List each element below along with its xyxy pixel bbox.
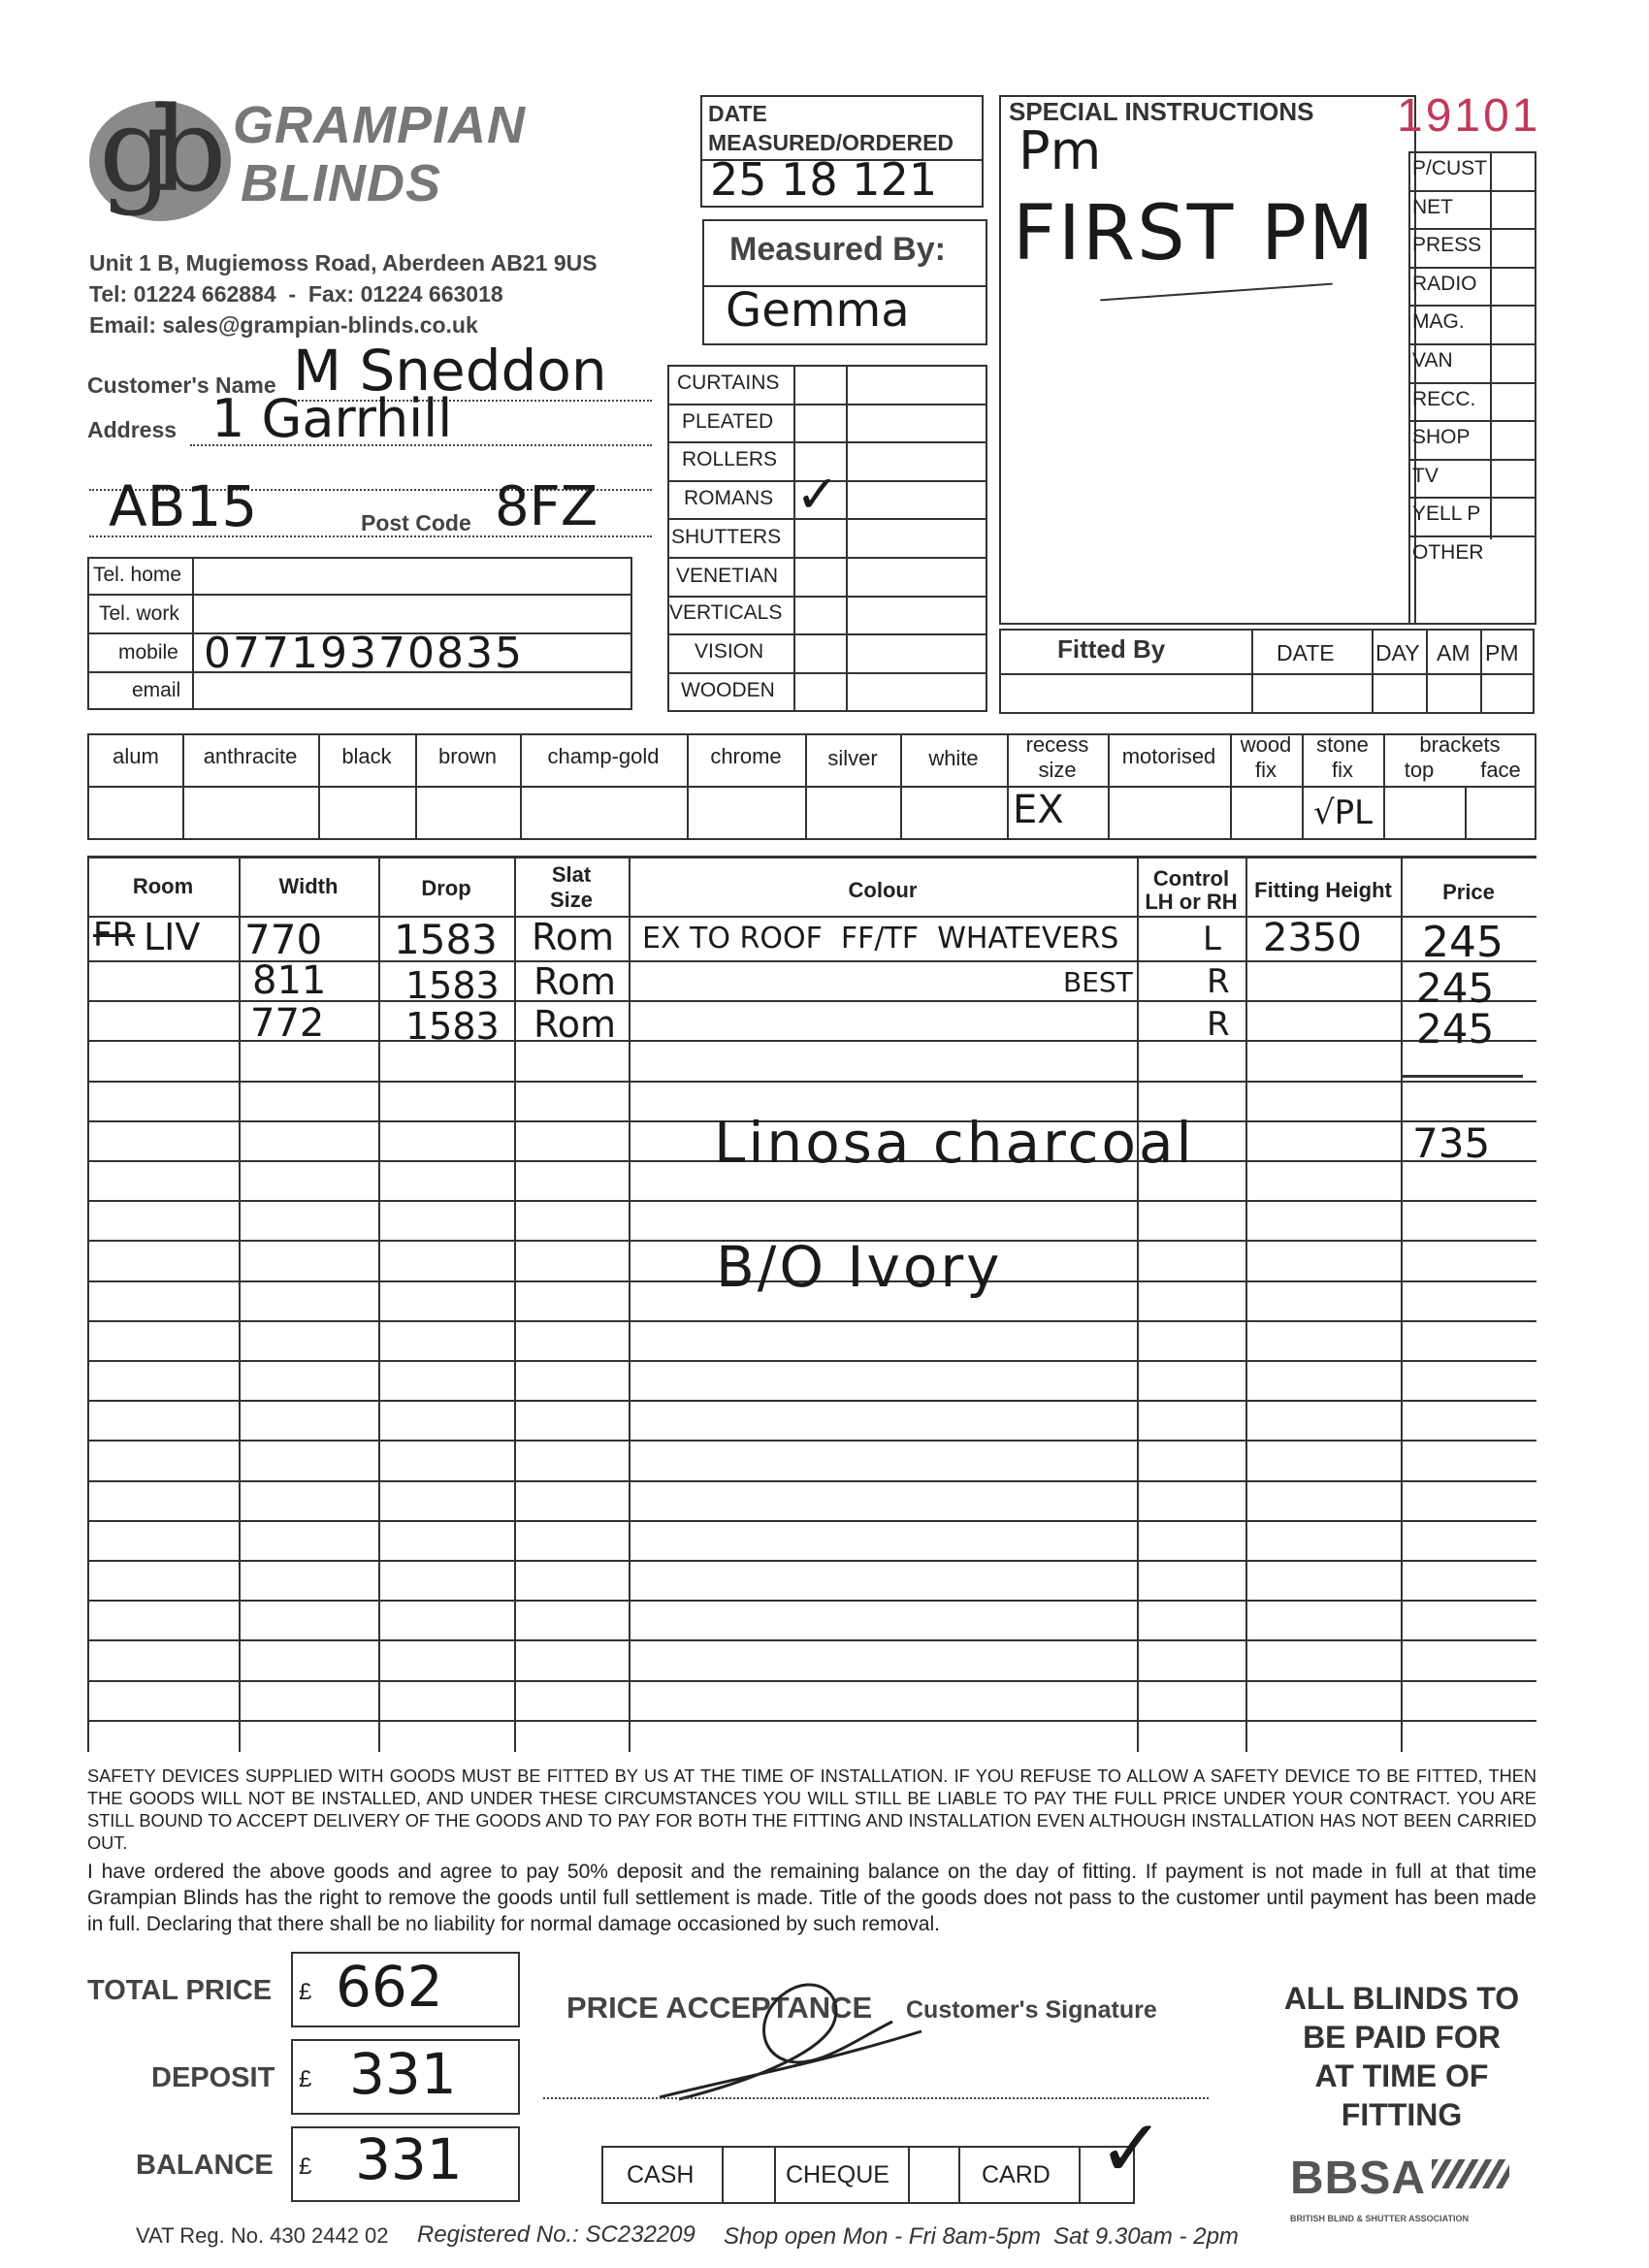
- items-row-line: [87, 1400, 1536, 1402]
- special-instructions-line1: Pm: [1018, 120, 1102, 181]
- footer-hours: Shop open Mon - Fri 8am-5pm Sat 9.30am - 2pm: [724, 2223, 1239, 2250]
- mobile-value: 07719370835: [204, 629, 524, 678]
- source-row-line: [1408, 305, 1536, 307]
- total-price-label: TOTAL PRICE: [87, 1975, 273, 2006]
- col-slat-2: Size: [549, 888, 594, 912]
- items-row-line: [87, 1081, 1536, 1083]
- measured-by-value: Gemma: [726, 283, 910, 338]
- fitted-by-label: Fitted By: [1057, 634, 1166, 664]
- finish-chrome: chrome: [710, 744, 782, 768]
- finish-motorised: motorised: [1121, 744, 1216, 768]
- items-row-line: [87, 1600, 1536, 1602]
- source-row-line: [1408, 459, 1536, 461]
- row1-width: 770: [244, 916, 323, 963]
- product-type-col1: [793, 365, 795, 712]
- source-row-line: [1408, 420, 1536, 422]
- items-row-line: [87, 1440, 1536, 1442]
- finish-brackets: brackets: [1419, 732, 1501, 757]
- date-label-2: MEASURED/ORDERED: [708, 130, 954, 155]
- signature-line: [543, 2097, 1209, 2099]
- row1-fitting: 2350: [1263, 916, 1362, 960]
- fitted-by-day: DAY: [1375, 640, 1420, 665]
- order-number: 19101: [1397, 90, 1541, 142]
- source-shop: SHOP: [1412, 426, 1471, 449]
- finish-silver: silver: [827, 746, 878, 770]
- note-lining: B/O Ivory: [716, 1234, 1003, 1300]
- product-row-line: [667, 633, 987, 635]
- source-press: PRESS: [1412, 234, 1482, 257]
- company-address: Unit 1 B, Mugiemoss Road, Aberdeen AB21 9US: [89, 250, 598, 275]
- payment-card: CARD: [982, 2161, 1051, 2188]
- balance-value: 331: [355, 2126, 463, 2192]
- payment-col: [774, 2146, 776, 2204]
- row3-slat: Rom: [534, 1003, 616, 1046]
- customer-address: 1 Garrhill: [211, 388, 453, 449]
- finish-champ-gold: champ-gold: [547, 744, 660, 768]
- product-row-line: [667, 557, 987, 559]
- address-line-3: [89, 535, 652, 537]
- row1-control: L: [1203, 920, 1221, 958]
- payment-col: [1079, 2146, 1081, 2204]
- source-pcust: P/CUST: [1412, 157, 1488, 179]
- finish-col-line: [1465, 786, 1467, 840]
- items-row-line: [87, 1360, 1536, 1362]
- total-price-value: 662: [336, 1954, 443, 2020]
- col-control-1: Control: [1152, 866, 1230, 891]
- source-row-line: [1408, 343, 1536, 345]
- row2-width: 811: [252, 958, 327, 1003]
- footer-vat: VAT Reg. No. 430 2442 02: [136, 2223, 389, 2248]
- bbsa-stripes-icon: [1432, 2159, 1509, 2188]
- balance-label: BALANCE: [136, 2150, 274, 2181]
- row1-slat: Rom: [532, 916, 614, 958]
- row2-drop: 1583: [405, 964, 500, 1007]
- finish-recess-1: recess: [1025, 732, 1089, 757]
- source-other: OTHER: [1412, 541, 1484, 564]
- finish-stone-2: fix: [1332, 758, 1353, 782]
- fitted-by-pm: PM: [1485, 640, 1519, 665]
- company-logo: [89, 83, 235, 229]
- source-tv: TV: [1412, 464, 1439, 487]
- customer-signature: [640, 1963, 931, 2109]
- customer-name: M Sneddon: [293, 338, 607, 404]
- row1-price: 245: [1422, 918, 1504, 967]
- company-name-line1: GRAMPIAN: [233, 96, 526, 154]
- row2-slat: Rom: [534, 960, 616, 1003]
- source-table-divider: [1490, 151, 1492, 539]
- col-width: Width: [278, 874, 339, 898]
- deposit-value: 331: [349, 2041, 457, 2107]
- finish-alum: alum: [113, 744, 159, 768]
- special-instructions-label: SPECIAL INSTRUCTIONS: [1009, 97, 1314, 126]
- items-col-line: [239, 856, 241, 1752]
- col-slat-1: Slat: [551, 862, 592, 887]
- items-col-line: [378, 856, 380, 1752]
- date-value: 25 18 121: [710, 153, 938, 206]
- items-row-line: [87, 1639, 1536, 1641]
- source-net: NET: [1412, 195, 1453, 218]
- product-type-col2: [846, 365, 848, 712]
- footer-registered: Registered No.: SC232209: [417, 2221, 695, 2248]
- row3-price: 245: [1416, 1005, 1495, 1053]
- row1-room-struck: FR: [93, 916, 136, 955]
- product-rollers: ROLLERS: [682, 448, 778, 470]
- row2-colour: BEST: [1063, 966, 1133, 998]
- product-vision: VISION: [695, 640, 764, 663]
- payment-col: [908, 2146, 910, 2204]
- company-name-line2: BLINDS: [241, 154, 441, 212]
- product-row-line: [667, 404, 987, 405]
- source-row-line: [1408, 497, 1536, 499]
- email-label: email: [132, 679, 181, 701]
- address-label: Address: [87, 417, 178, 442]
- col-fitting-height: Fitting Height: [1254, 878, 1392, 902]
- items-row-line: [87, 1480, 1536, 1482]
- row1-room: LIV: [144, 916, 201, 958]
- notice-line4: FITTING: [1341, 2097, 1463, 2132]
- fitted-by-date: DATE: [1277, 640, 1335, 665]
- fitted-by-col: [1251, 629, 1253, 714]
- col-price: Price: [1442, 880, 1495, 904]
- price-acceptance-label: PRICE ACCEPTANCE: [566, 1991, 873, 2025]
- source-row-line: [1408, 190, 1536, 192]
- payment-col: [958, 2146, 960, 2204]
- items-row-line: [87, 1320, 1536, 1322]
- source-recc: RECC.: [1412, 387, 1476, 410]
- phone-row-line: [87, 594, 632, 596]
- subtotal-rule: [1401, 1075, 1523, 1078]
- source-row-line: [1408, 535, 1536, 537]
- stone-fix-value: √PL: [1313, 794, 1374, 832]
- finish-brackets-top: top: [1404, 758, 1435, 782]
- notice-line3: AT TIME OF: [1314, 2058, 1489, 2093]
- product-verticals: VERTICALS: [669, 601, 783, 624]
- safety-terms: SAFETY DEVICES SUPPLIED WITH GOODS MUST BE FITTED BY US AT THE TIME OF INSTALLATION. IF YOU REFUSE TO ALLOW A SAFETY DEVICE TO BE FITTED, THEN THE GOODS WILL NOT BE INSTALLED, AND UNDER THESE CIRCUMSTANCES YOU WILL STILL BE LIABLE TO PAY THE FULL PRICE UNDER YOUR CONTRACT. YOU ARE STILL BOUND TO ACCEPT DELIVERY OF THE GOODS AND TO PAY FOR BOTH THE FITTING AND INSTALLATION EVEN ALTHOUGH INSTALLATION HAS NOT BEEN CARRIED OUT.: [87, 1766, 1536, 1853]
- items-col-line: [87, 856, 89, 1752]
- deposit-currency: £: [299, 2066, 312, 2092]
- subtotal: 735: [1412, 1119, 1491, 1167]
- fitted-by-col: [1372, 629, 1374, 714]
- mobile-label: mobile: [118, 641, 178, 664]
- finish-wood-2: fix: [1255, 758, 1277, 782]
- payment-cheque: CHEQUE: [786, 2161, 889, 2188]
- source-yellp: YELL P: [1412, 502, 1481, 526]
- card-checkmark: ✓: [1098, 2103, 1165, 2195]
- balance-currency: £: [299, 2154, 312, 2180]
- finish-options-divider: [87, 786, 1536, 788]
- finish-brown: brown: [438, 744, 497, 768]
- col-room: Room: [132, 874, 194, 898]
- product-row-line: [667, 596, 987, 598]
- payment-col: [722, 2146, 724, 2204]
- product-shutters: SHUTTERS: [671, 526, 782, 548]
- tel-home-label: Tel. home: [93, 564, 182, 586]
- row2-control: R: [1207, 962, 1230, 1001]
- bbsa-logo: BBSA: [1290, 2153, 1427, 2204]
- payment-cash: CASH: [627, 2161, 695, 2188]
- row1-drop: 1583: [394, 916, 498, 963]
- notice-line1: ALL BLINDS TO: [1283, 1981, 1520, 2016]
- measured-by-label: Measured By:: [729, 231, 946, 268]
- source-row-line: [1408, 228, 1536, 230]
- deposit-label: DEPOSIT: [151, 2062, 275, 2093]
- col-control-2: LH or RH: [1145, 890, 1238, 914]
- items-table-top: [87, 856, 1536, 859]
- items-col-line: [629, 856, 630, 1752]
- product-venetian: VENETIAN: [676, 565, 779, 587]
- fitted-by-col: [1480, 629, 1482, 714]
- fitted-by-divider: [999, 673, 1535, 675]
- items-col-line: [1137, 856, 1139, 1752]
- items-row-line: [87, 1680, 1536, 1682]
- source-van: VAN: [1412, 349, 1453, 372]
- finish-wood-1: wood: [1240, 732, 1292, 757]
- finish-anthracite: anthracite: [203, 744, 298, 768]
- items-row-line: [87, 1520, 1536, 1522]
- finish-recess-2: size: [1038, 758, 1077, 782]
- address-line: [190, 444, 652, 446]
- logo-letters: gb: [99, 83, 206, 218]
- row1-colour: EX TO ROOF FF/TF WHATEVERS: [642, 922, 1119, 956]
- items-row-line: [87, 1720, 1536, 1722]
- source-row-line: [1408, 382, 1536, 384]
- col-colour: Colour: [848, 878, 918, 902]
- fitted-by-col: [1426, 629, 1428, 714]
- total-currency: £: [299, 1979, 312, 2005]
- product-row-line: [667, 441, 987, 443]
- special-instructions-line2: FIRST PM: [1013, 190, 1376, 277]
- row3-width: 772: [250, 1001, 325, 1046]
- romans-checkmark: ✓: [795, 464, 840, 525]
- note-fabric: Linosa charcoal: [714, 1110, 1195, 1176]
- source-mag: MAG.: [1412, 310, 1465, 334]
- row3-control: R: [1207, 1005, 1230, 1044]
- customer-postcode: 8FZ: [495, 475, 598, 538]
- product-pleated: PLEATED: [682, 410, 774, 433]
- fitted-by-am: AM: [1437, 640, 1471, 665]
- customer-signature-label: Customer's Signature: [906, 1996, 1157, 2024]
- company-email: Email: sales@grampian-blinds.co.uk: [89, 312, 478, 338]
- items-col-line: [1245, 856, 1247, 1752]
- product-wooden: WOODEN: [681, 679, 775, 701]
- finish-white: white: [928, 746, 979, 770]
- items-col-line: [1401, 856, 1403, 1752]
- notice-line2: BE PAID FOR: [1303, 2020, 1501, 2055]
- product-curtains: CURTAINS: [677, 372, 780, 394]
- items-row-line: [87, 1200, 1536, 1202]
- source-radio: RADIO: [1412, 272, 1477, 295]
- recess-value: EX: [1013, 788, 1064, 832]
- finish-brackets-face: face: [1480, 758, 1521, 782]
- items-col-line: [514, 856, 516, 1752]
- finish-stone-1: stone: [1316, 732, 1369, 757]
- payment-terms: I have ordered the above goods and agree to pay 50% deposit and the remaining balance on the day of fitting. If payment is not made in full at that time Grampian Blinds has the right to remove the goods until full settlement is made. Title of the goods does not pass to the customer until payment has been made in full. Declaring that there shall be no liability for normal damage occasioned by such removal.: [87, 1861, 1536, 1935]
- col-drop: Drop: [421, 876, 471, 900]
- tel-work-label: Tel. work: [99, 602, 179, 625]
- source-row-line: [1408, 267, 1536, 269]
- items-row-line: [87, 1560, 1536, 1562]
- date-label-1: DATE: [708, 101, 767, 126]
- bbsa-subtitle: BRITISH BLIND & SHUTTER ASSOCIATION: [1290, 2214, 1469, 2223]
- company-phone-fax: Tel: 01224 662884 - Fax: 01224 663018: [89, 281, 503, 307]
- row2-price: 245: [1416, 964, 1495, 1012]
- product-romans: ROMANS: [684, 487, 774, 509]
- product-row-line: [667, 672, 987, 674]
- finish-black: black: [341, 744, 392, 768]
- customer-address-line2: AB15: [109, 473, 258, 539]
- row3-drop: 1583: [405, 1005, 500, 1048]
- postcode-label: Post Code: [361, 510, 471, 535]
- customer-name-label: Customer's Name: [87, 373, 276, 398]
